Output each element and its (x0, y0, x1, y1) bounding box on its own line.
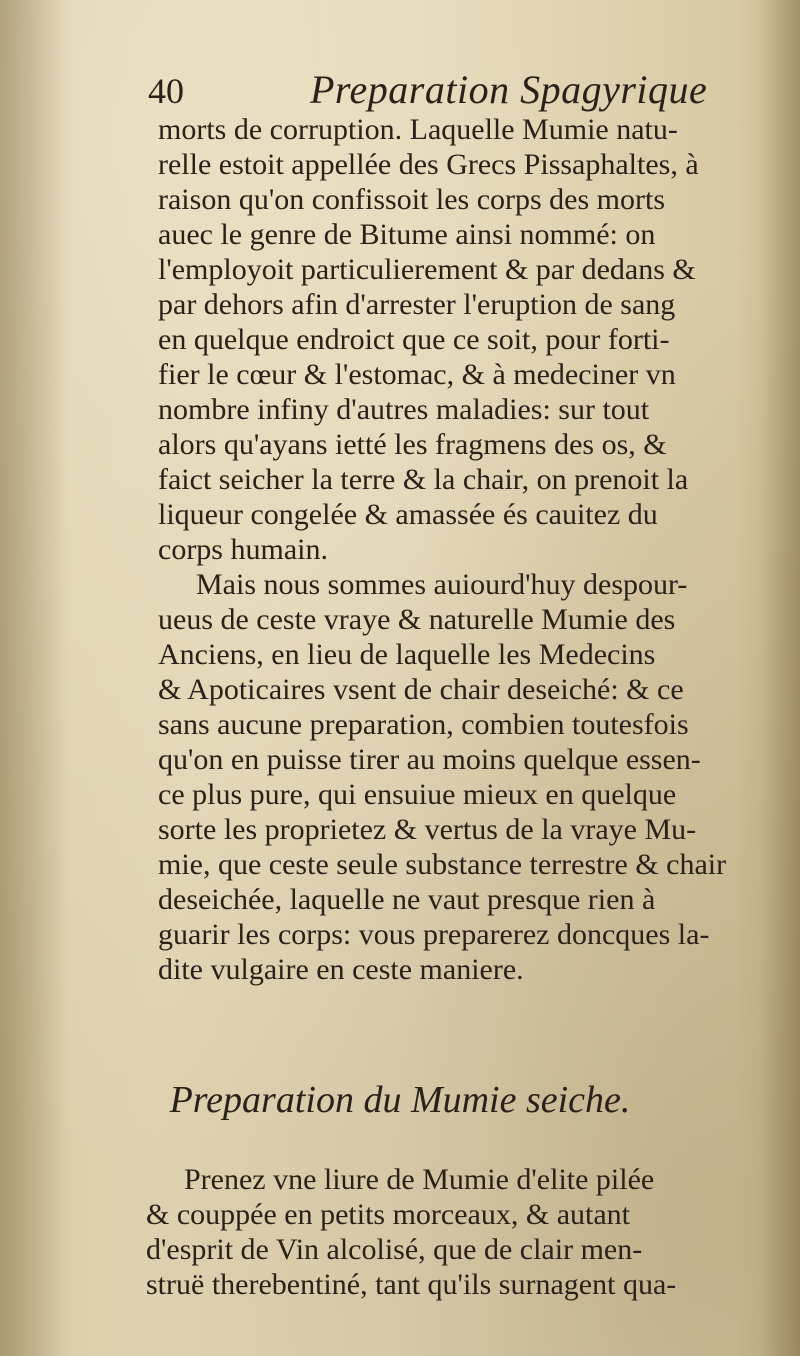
text-line: nombre infiny d'autres maladies: sur tout (158, 393, 650, 426)
text-line: ueus de ceste vraye & naturelle Mumie des (158, 603, 676, 636)
text-line: en quelque endroict que ce soit, pour forti- (158, 323, 670, 356)
text-line: morts de corruption. Laquelle Mumie natu- (158, 113, 678, 146)
text-line: deseichée, laquelle ne vaut presque rien à (158, 883, 656, 916)
text-line: & Apoticaires vsent de chair deseiché: & ce (158, 673, 684, 706)
text-line: dite vulgaire en ceste maniere. (158, 953, 524, 986)
running-head: Preparation Spagyrique (310, 67, 708, 112)
text-line: Mais nous sommes auiourd'huy despour- (196, 568, 688, 601)
text-line: faict seicher la terre & la chair, on prenoit la (158, 463, 689, 496)
text-line: ce plus pure, qui ensuiue mieux en quelque (158, 778, 677, 811)
text-line: sans aucune preparation, combien toutesfois (158, 708, 689, 741)
page-number: 40 (148, 71, 184, 111)
page-shadow-right (760, 0, 800, 1356)
recipe-text (146, 1162, 766, 1302)
text-line: corps humain. (158, 533, 328, 566)
text-line: guarir les corps: vous preparerez doncques la- (158, 918, 710, 951)
text-line: auec le genre de Bitume ainsi nommé: on (158, 218, 656, 251)
text-line: sorte les proprietez & vertus de la vraye Mu- (158, 813, 697, 846)
text-line: alors qu'ayans ietté les fragmens des os, & (158, 428, 667, 461)
text-line: par dehors afin d'arrester l'eruption de sang (158, 288, 676, 321)
text-line: relle estoit appellée des Grecs Pissaphaltes, à (158, 148, 699, 181)
text-line: l'employoit particulierement & par dedans & (158, 253, 696, 286)
page-shadow-left (0, 0, 70, 1356)
text-line: Prenez vne liure de Mumie d'elite pilée (184, 1163, 655, 1196)
body-text (158, 112, 758, 987)
text-line: d'esprit de Vin alcolisé, que de clair men- (146, 1233, 643, 1266)
text-line: fier le cœur & l'estomac, & à medeciner vn (158, 358, 676, 391)
text-line: raison qu'on confissoit les corps des morts (158, 183, 666, 216)
text-line: & couppée en petits morceaux, & autant (146, 1198, 630, 1231)
text-line: liqueur congelée & amassée és cauitez du (158, 498, 658, 531)
text-line: qu'on en puisse tirer au moins quelque essen- (158, 743, 701, 776)
text-line: mie, que ceste seule substance terrestre & chair (158, 848, 727, 881)
text-line: Anciens, en lieu de laquelle les Medecins (158, 638, 656, 671)
section-title: Preparation du Mumie seiche. (169, 1079, 631, 1121)
text-line: struë therebentiné, tant qu'ils surnagent qua- (146, 1268, 677, 1301)
